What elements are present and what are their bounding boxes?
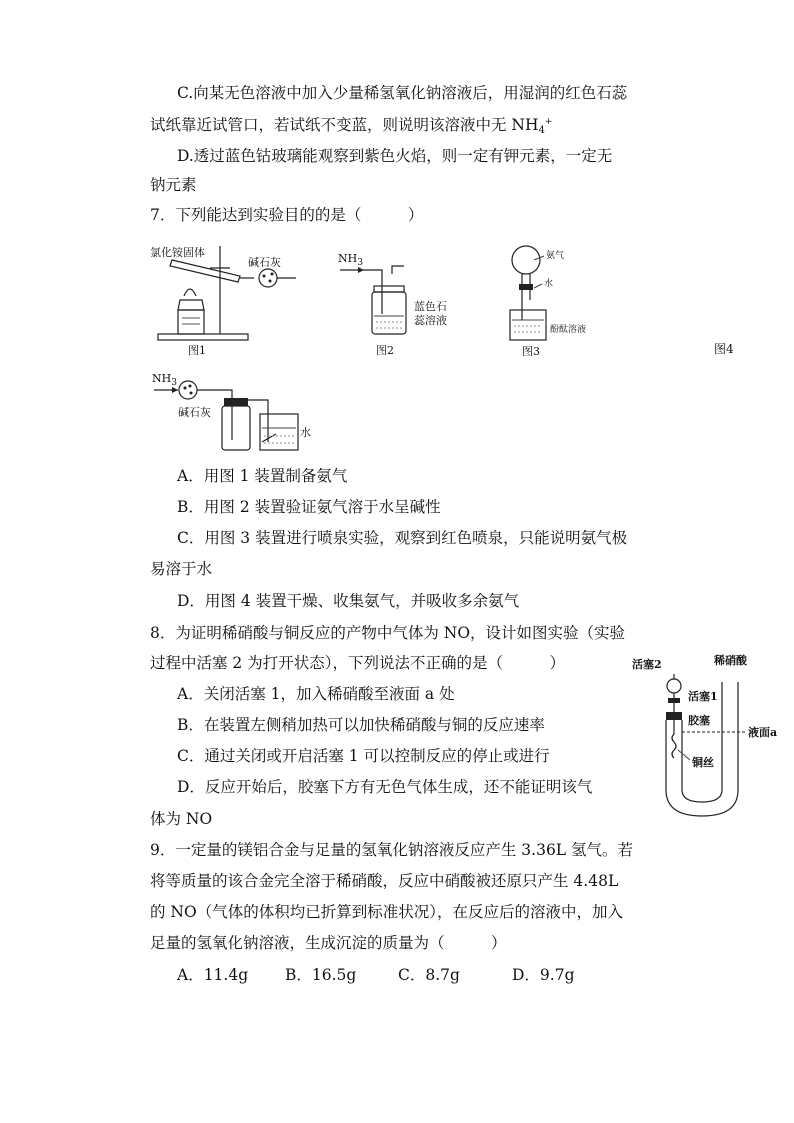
fig1-caption: 图1: [188, 344, 206, 357]
q9-stem-line4: 足量的氢氧化钠溶液，生成沉淀的质量为（ ）: [150, 934, 507, 952]
option-d-line1: D.透过蓝色钴玻璃能观察到紫色火焰，则一定有钾元素，一定无: [177, 147, 613, 165]
fig3-label-water: 水: [544, 279, 554, 289]
q7-option-c-line1: C．用图 3 装置进行喷泉实验，观察到红色喷泉，只能说明氨气极: [177, 529, 628, 547]
q9-option-b: B．16.5g: [285, 966, 357, 984]
fig4-caption: 图4: [714, 342, 734, 356]
q9-stem-line1: 9．一定量的镁铝合金与足量的氢氧化钠溶液反应产生 3.36L 氢气。若: [150, 841, 634, 859]
q9-option-d: D．9.7g: [512, 966, 575, 984]
q9-option-a: A．11.4g: [177, 966, 249, 984]
q7-option-a: A．用图 1 装置制备氨气: [177, 467, 348, 485]
q7-option-d: D．用图 4 装置干燥、收集氨气，并吸收多余氨气: [177, 592, 520, 610]
q8-option-c: C．通过关闭或开启活塞 1 可以控制反应的停止或进行: [177, 747, 550, 765]
q8-stem-line1: 8．为证明稀硝酸与铜反应的产物中气体为 NO，设计如图实验（实验: [150, 624, 626, 642]
q8-option-b: B．在装置左侧稍加热可以加快稀硝酸与铜的反应速率: [177, 716, 545, 734]
q7-option-b: B．用图 2 装置验证氨气溶于水呈碱性: [177, 498, 441, 516]
fig3-label-phenolphthalein: 酚酞溶液: [550, 325, 587, 335]
fig4-label-soda-lime: 碱石灰: [178, 406, 211, 419]
label-stopper: 胶塞: [688, 714, 710, 727]
figure-1: [150, 238, 300, 358]
q8-option-a: A．关闭活塞 1，加入稀硝酸至液面 a 处: [177, 685, 455, 703]
label-valve-1: 活塞1: [688, 690, 718, 703]
fig2-label-litmus-2: 蕊溶液: [414, 314, 447, 327]
fig2-caption: 图2: [376, 344, 394, 356]
fig2-label-litmus-1: 蓝色石: [414, 300, 447, 313]
label-valve-2: 活塞2: [632, 658, 662, 671]
q8-stem-line2: 过程中活塞 2 为打开状态），下列说法不正确的是（ ）: [150, 654, 565, 672]
option-c-line2: 试纸靠近试管口，若试纸不变蓝，则说明该溶液中无 $NH_4^+$: [150, 116, 553, 136]
fig3-caption: 图3: [522, 345, 540, 358]
fig4-label-water: 水: [300, 426, 311, 439]
q9-stem-line3: 的 NO（气体的体积均已折算到标准状况），在反应后的溶液中，加入: [150, 903, 623, 921]
q9-stem-line2: 将等质量的该合金完全溶于稀硝酸，反应中硝酸被还原只产生 4.48L: [150, 872, 619, 890]
option-d-line2: 钠元素: [150, 176, 197, 194]
figure-4: [150, 370, 320, 456]
fig1-label-ammonium-chloride: 氯化铵固体: [150, 246, 205, 259]
q8-option-d-line2: 体为 NO: [150, 810, 213, 828]
label-liquid-level-a: 液面a: [748, 726, 778, 739]
option-c-line1: C.向某无色溶液中加入少量稀氢氧化钠溶液后，用湿润的红色石蕊: [177, 84, 628, 102]
label-dilute-nitric-acid: 稀硝酸: [714, 654, 747, 667]
q7-option-c-line2: 易溶于水: [150, 560, 213, 578]
fig2-label-nh3: $NH_3$: [338, 252, 363, 268]
fig4-label-nh3: $NH_3$: [152, 372, 177, 388]
fig3-label-ammonia: 氨气: [546, 251, 565, 261]
q7-stem: 7．下列能达到实验目的的是（ ）: [150, 206, 424, 224]
fig1-label-soda-lime: 碱石灰: [248, 256, 281, 269]
figure-2: [334, 244, 464, 356]
q8-option-d-line1: D．反应开始后，胶塞下方有无色气体生成，还不能证明该气: [177, 778, 593, 796]
figure-q8-u-tube: [630, 650, 792, 820]
q9-option-c: C．8.7g: [398, 966, 460, 984]
figure-3: [506, 240, 616, 358]
label-copper-wire: 铜丝: [692, 756, 714, 769]
